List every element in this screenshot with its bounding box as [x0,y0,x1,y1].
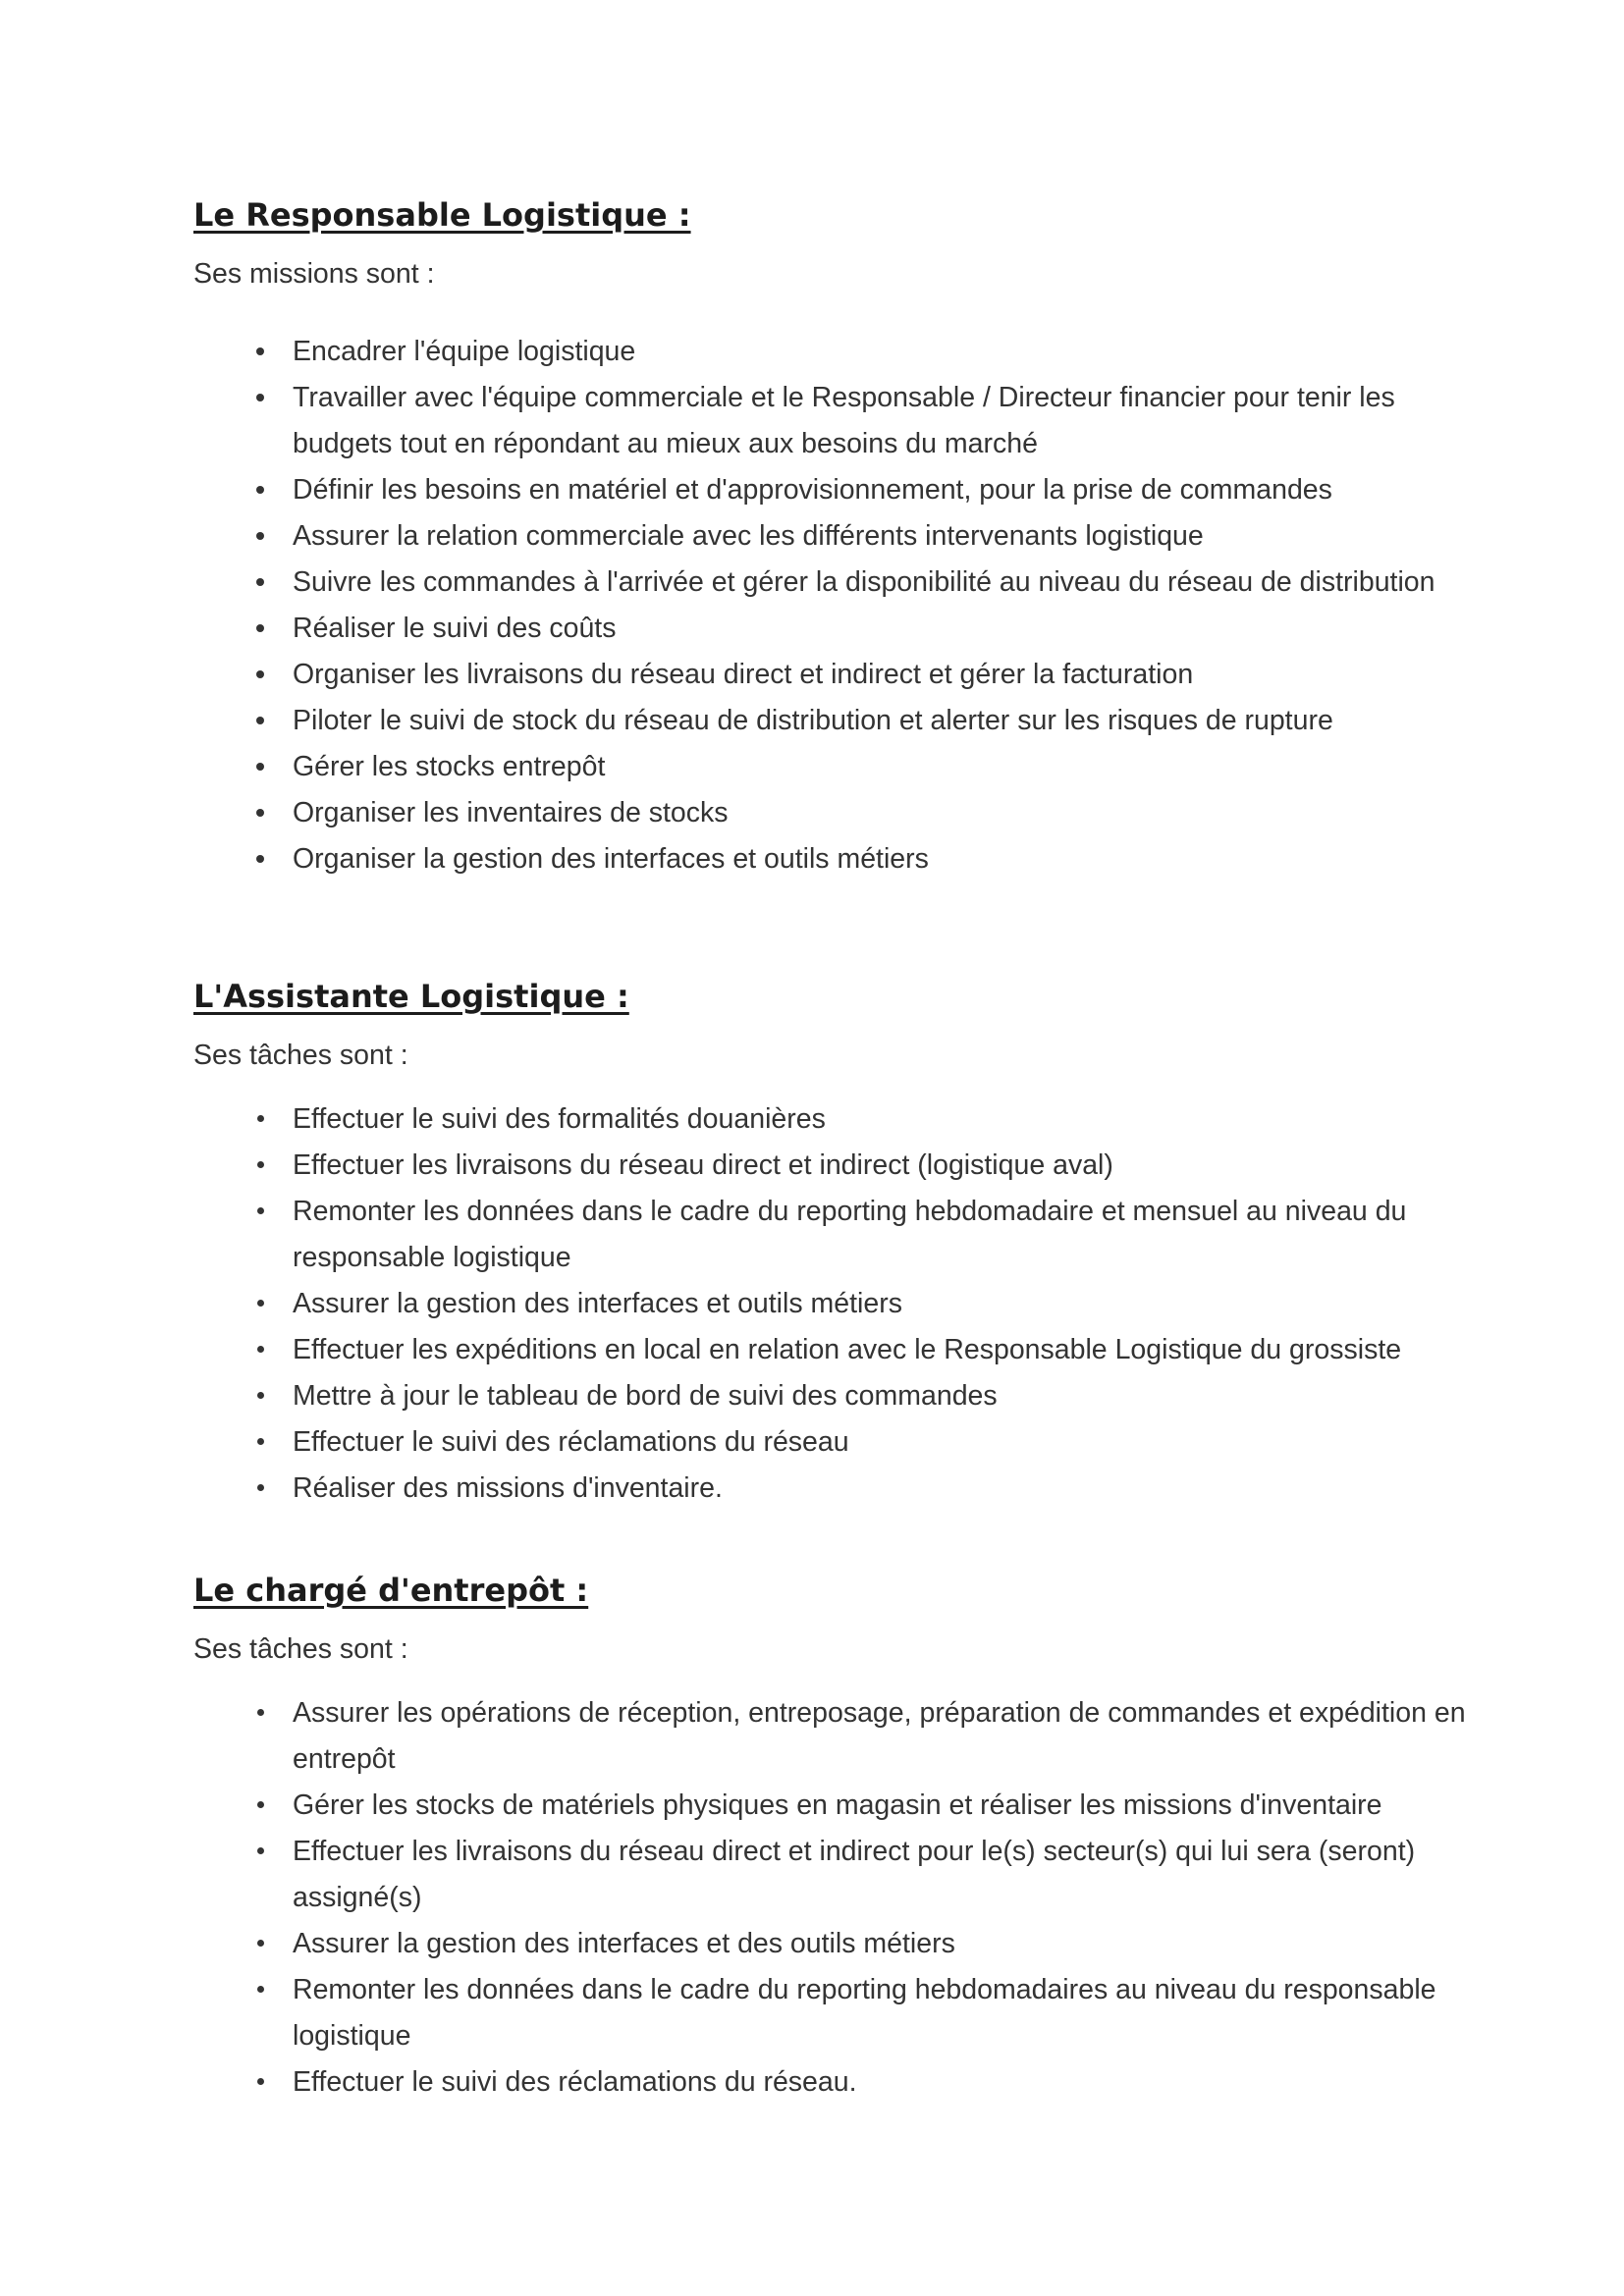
list-item [193,1466,1471,1512]
list-item-text: Assurer la gestion des interfaces et outils métiers [293,1288,902,1319]
list-item [193,467,1471,513]
list-item [193,513,1471,560]
section-responsable-logistique [193,191,1470,882]
section-intro: Ses missions sont : [193,258,435,290]
missions-list [193,329,1470,882]
list-item [193,1327,1471,1373]
section-heading: L'Assistante Logistique : [193,978,629,1015]
bullet-icon [250,1921,270,1967]
list-item-text: Effectuer les livraisons du réseau direct et indirect pour le(s) secteur(s) qui lui sera (seront) assigné(s) [293,1836,1416,1913]
tasks-list [193,1690,1470,2106]
list-item [193,1829,1471,1921]
list-item-text: Définir les besoins en matériel et d'approvisionnement, pour la prise de commandes [293,474,1332,506]
bullet-icon [250,1466,270,1512]
list-item-text: Gérer les stocks de matériels physiques en magasin et réaliser les missions d'inventaire [293,1789,1382,1821]
section-intro: Ses tâches sont : [193,1633,408,1665]
bullet-icon [250,1690,270,1736]
bullet-icon [250,329,270,375]
list-item [193,2059,1471,2106]
list-item-text: Réaliser des missions d'inventaire. [293,1472,723,1504]
bullet-icon [250,1829,270,1875]
list-item [193,1967,1471,2059]
list-item [193,1143,1471,1189]
list-item [193,836,1471,882]
list-item [193,1281,1471,1327]
list-item-text: Remonter les données dans le cadre du reporting hebdomadaires au niveau du responsable logistique [293,1974,1436,2052]
list-item-text: Assurer la gestion des interfaces et des outils métiers [293,1928,955,1959]
list-item [193,606,1471,652]
list-item [193,744,1471,790]
list-item [193,1373,1471,1419]
list-item [193,1096,1471,1143]
list-item [193,375,1471,467]
bullet-icon [250,1967,270,2013]
list-item [193,1189,1471,1281]
list-item [193,652,1471,698]
list-item-text: Organiser les livraisons du réseau direct et indirect et gérer la facturation [293,659,1194,690]
list-item-text: Organiser les inventaires de stocks [293,797,729,828]
list-item-text: Effectuer le suivi des réclamations du réseau. [293,2066,857,2098]
bullet-icon [250,1143,270,1189]
bullet-icon [250,1189,270,1235]
list-item-text: Mettre à jour le tableau de bord de suivi des commandes [293,1380,998,1412]
bullet-icon [250,1419,270,1466]
list-item-text: Piloter le suivi de stock du réseau de distribution et alerter sur les risques de rupture [293,705,1333,736]
list-item [193,1783,1471,1829]
bullet-icon [250,744,270,790]
bullet-icon [250,1373,270,1419]
bullet-icon [250,513,270,560]
list-item-text: Gérer les stocks entrepôt [293,751,606,782]
bullet-icon [250,2059,270,2106]
list-item-text: Effectuer le suivi des réclamations du réseau [293,1426,849,1458]
list-item [193,1921,1471,1967]
list-item-text: Assurer les opérations de réception, entreposage, préparation de commandes et expédition en entrepôt [293,1697,1466,1775]
bullet-icon [250,1096,270,1143]
list-item [193,1419,1471,1466]
section-heading: Le Responsable Logistique : [193,196,691,234]
bullet-icon [250,698,270,744]
tasks-list [193,1096,1470,1512]
list-item-text: Effectuer le suivi des formalités douanières [293,1103,826,1135]
bullet-icon [250,560,270,606]
bullet-icon [250,790,270,836]
list-item-text: Suivre les commandes à l'arrivée et gérer la disponibilité au niveau du réseau de distribution [293,566,1435,598]
list-item-text: Organiser la gestion des interfaces et outils métiers [293,843,929,875]
list-item [193,329,1471,375]
section-assistante-logistique [193,973,1470,1512]
bullet-icon [250,606,270,652]
bullet-icon [250,1281,270,1327]
list-item-text: Assurer la relation commerciale avec les différents intervenants logistique [293,520,1204,552]
bullet-icon [250,652,270,698]
list-item-text: Encadrer l'équipe logistique [293,336,636,367]
list-item-text: Effectuer les expéditions en local en relation avec le Responsable Logistique du grossiste [293,1334,1402,1365]
section-charge-entrepot [193,1567,1470,2106]
bullet-icon [250,1327,270,1373]
list-item [193,698,1471,744]
list-item-text: Travailler avec l'équipe commerciale et le Responsable / Directeur financier pour tenir les budgets tout en répondant au mieux aux besoins du marché [293,382,1395,459]
list-item-text: Remonter les données dans le cadre du reporting hebdomadaire et mensuel au niveau du responsable logistique [293,1196,1407,1273]
list-item-text: Effectuer les livraisons du réseau direct et indirect (logistique aval) [293,1149,1113,1181]
bullet-icon [250,375,270,421]
bullet-icon [250,836,270,882]
section-intro: Ses tâches sont : [193,1040,408,1071]
section-heading: Le chargé d'entrepôt : [193,1572,589,1609]
list-item [193,790,1471,836]
bullet-icon [250,467,270,513]
list-item [193,560,1471,606]
bullet-icon [250,1783,270,1829]
list-item [193,1690,1471,1783]
list-item-text: Réaliser le suivi des coûts [293,613,617,644]
